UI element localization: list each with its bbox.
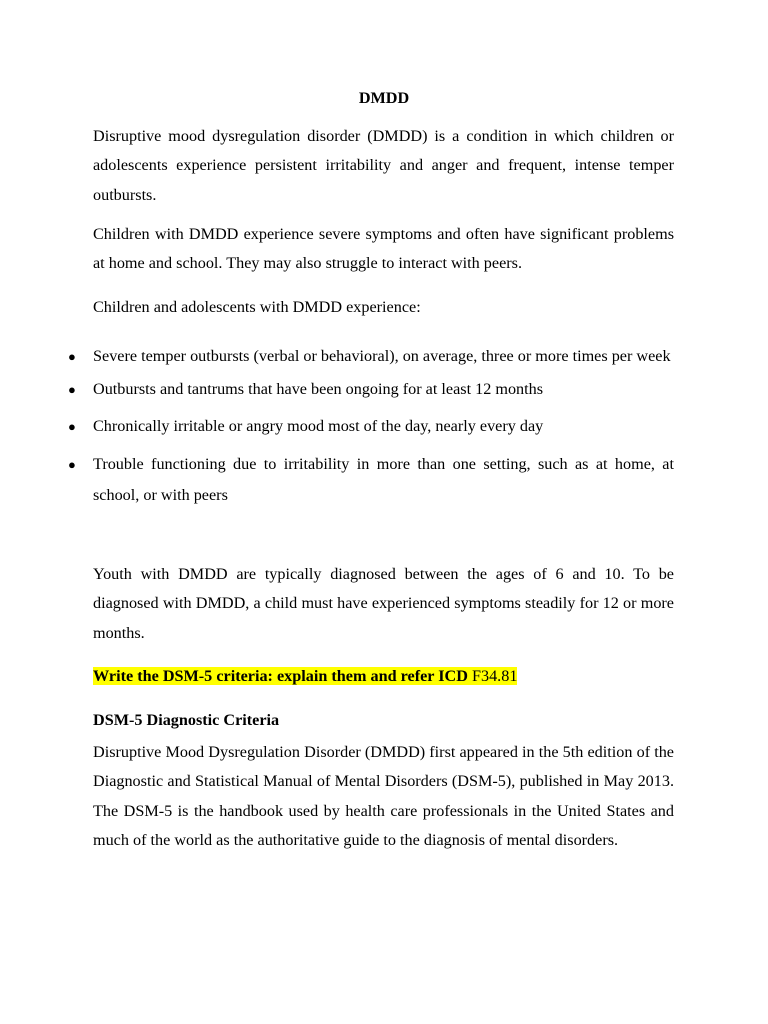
bullet-icon: ● <box>68 456 76 472</box>
list-item <box>68 374 674 406</box>
list-item <box>68 341 674 373</box>
intro-paragraph-list-lead: Children and adolescents with DMDD experience: <box>93 298 421 316</box>
list-item-text: Outbursts and tantrums that have been ongoing for at least 12 months <box>93 379 544 398</box>
list-item-text: Trouble functioning due to irritability in more than one setting, such as at home, at school, or with peers <box>93 454 674 504</box>
diagnosis-age-paragraph: Youth with DMDD are typically diagnosed between the ages of 6 and 10. To be diagnosed with DMDD, a child must have experienced symptoms steadily for 12 or more months. <box>93 565 674 642</box>
list-item <box>68 449 674 512</box>
symptom-list <box>68 341 674 512</box>
list-item-text: Severe temper outbursts (verbal or behavioral), on average, three or more times per week <box>93 347 671 365</box>
document-title: DMDD <box>358 89 410 107</box>
bullet-icon: ● <box>68 381 76 397</box>
section-heading: DSM-5 Diagnostic Criteria <box>93 711 280 729</box>
intro-paragraph-symptoms: Children with DMDD experience severe symptoms and often have significant problems at home and school. They may also struggle to interact with peers. <box>93 225 674 273</box>
highlighted-instruction: Write the DSM-5 criteria: explain them and refer ICD <box>93 667 468 685</box>
list-item <box>68 411 674 443</box>
dsm5-paragraph: Disruptive Mood Dysregulation Disorder (DMDD) first appeared in the 5th edition of the Diagnostic and Statistical Manual of Mental Disorders (DSM-5), published in May 2013. The DSM-5 is the handbook used by health care professionals in the United States and much of the world as the authoritative guide to the diagnosis of mental disorders. <box>93 743 674 849</box>
icd-code: F34.81 <box>471 667 518 685</box>
instruction-highlight <box>93 665 517 687</box>
intro-paragraph-definition: Disruptive mood dysregulation disorder (DMDD) is a condition in which children or adolescents experience persistent irritability and anger and frequent, intense temper outbursts. <box>93 127 674 204</box>
bullet-icon: ● <box>68 419 76 434</box>
list-item-text: Chronically irritable or angry mood most of the day, nearly every day <box>93 417 544 435</box>
bullet-icon: ● <box>68 349 76 364</box>
